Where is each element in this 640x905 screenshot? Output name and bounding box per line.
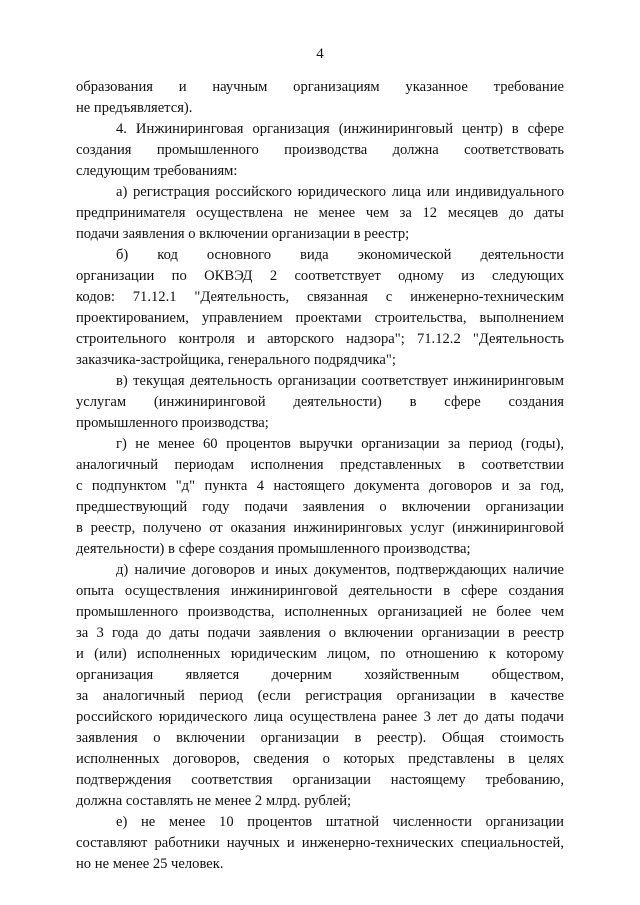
text-line: организация является дочерним хозяйственным обществом, <box>76 667 564 683</box>
text-line: г) не менее 60 процентов выручки организации за период (годы), <box>116 436 564 452</box>
text-line: подтверждения соответствия организации настоящему требованию, <box>76 772 564 788</box>
text-line: проектированием, управлением проектами строительства, выполнением <box>76 310 564 326</box>
text-line: промышленного производства, исполненных организацией не более чем <box>76 604 564 620</box>
text-line: аналогичный периодам исполнения представленных в соответствии <box>76 457 564 473</box>
text-line: создания промышленного производства должна соответствовать <box>76 142 564 158</box>
text-line: а) регистрация российского юридического лица или индивидуального <box>116 184 564 200</box>
text-line: 4. Инжиниринговая организация (инжиниринговый центр) в сфере <box>116 121 564 137</box>
text-line: но не менее 25 человек. <box>76 856 224 872</box>
text-line: составляют работники научных и инженерно-технических специальностей, <box>76 835 564 851</box>
text-line: предшествующий году подачи заявления о включении организации <box>76 499 564 515</box>
text-line: строительного контроля и авторского надзора"; 71.12.2 "Деятельность <box>76 331 564 347</box>
text-line: кодов: 71.12.1 "Деятельность, связанная с инженерно-техническим <box>76 289 564 305</box>
text-line: заявления о включении организации в реестр). Общая стоимость <box>76 730 564 746</box>
text-line: д) наличие договоров и иных документов, подтверждающих наличие <box>116 562 564 578</box>
text-line: должна составлять не менее 2 млрд. рублей; <box>76 793 352 809</box>
text-line: подачи заявления о включении организации в реестр; <box>76 226 410 242</box>
text-line: за аналогичный период (если регистрация организации в качестве <box>76 688 564 704</box>
page-number: 4 <box>316 46 324 62</box>
text-line: в) текущая деятельность организации соответствует инжиниринговым <box>116 373 564 389</box>
text-line: промышленного производства; <box>76 415 269 431</box>
text-line: в реестр, получено от оказания инжиниринговых услуг (инжиниринговой <box>76 520 564 536</box>
text-line: организации по ОКВЭД 2 соответствует одному из следующих <box>76 268 564 284</box>
text-line: образования и научным организациям указанное требование <box>76 79 564 95</box>
text-line: за 3 года до даты подачи заявления о включении организации в реестр <box>76 625 564 641</box>
text-line: опыта осуществления инжиниринговой деятельности в сфере создания <box>76 583 564 599</box>
text-line: деятельности) в сфере создания промышленного производства; <box>76 541 471 557</box>
text-line: не предъявляется). <box>76 100 193 116</box>
text-line: услугам (инжиниринговой деятельности) в сфере создания <box>76 394 564 410</box>
text-line: предпринимателя осуществлена не менее чем за 12 месяцев до даты <box>76 205 564 221</box>
text-line: с подпунктом "д" пункта 4 настоящего документа договоров и за год, <box>76 478 564 494</box>
text-line: б) код основного вида экономической деятельности <box>116 247 564 263</box>
text-line: и (или) исполненных юридическим лицом, по отношению к которому <box>76 646 564 662</box>
text-line: заказчика-застройщика, генерального подрядчика"; <box>76 352 396 368</box>
text-line: е) не менее 10 процентов штатной численности организации <box>116 814 564 830</box>
text-line: исполненных договоров, сведения о которых представлены в целях <box>76 751 564 767</box>
text-line: следующим требованиям: <box>76 163 238 179</box>
text-line: российского юридического лица осуществлена ранее 3 лет до даты подачи <box>76 709 564 725</box>
